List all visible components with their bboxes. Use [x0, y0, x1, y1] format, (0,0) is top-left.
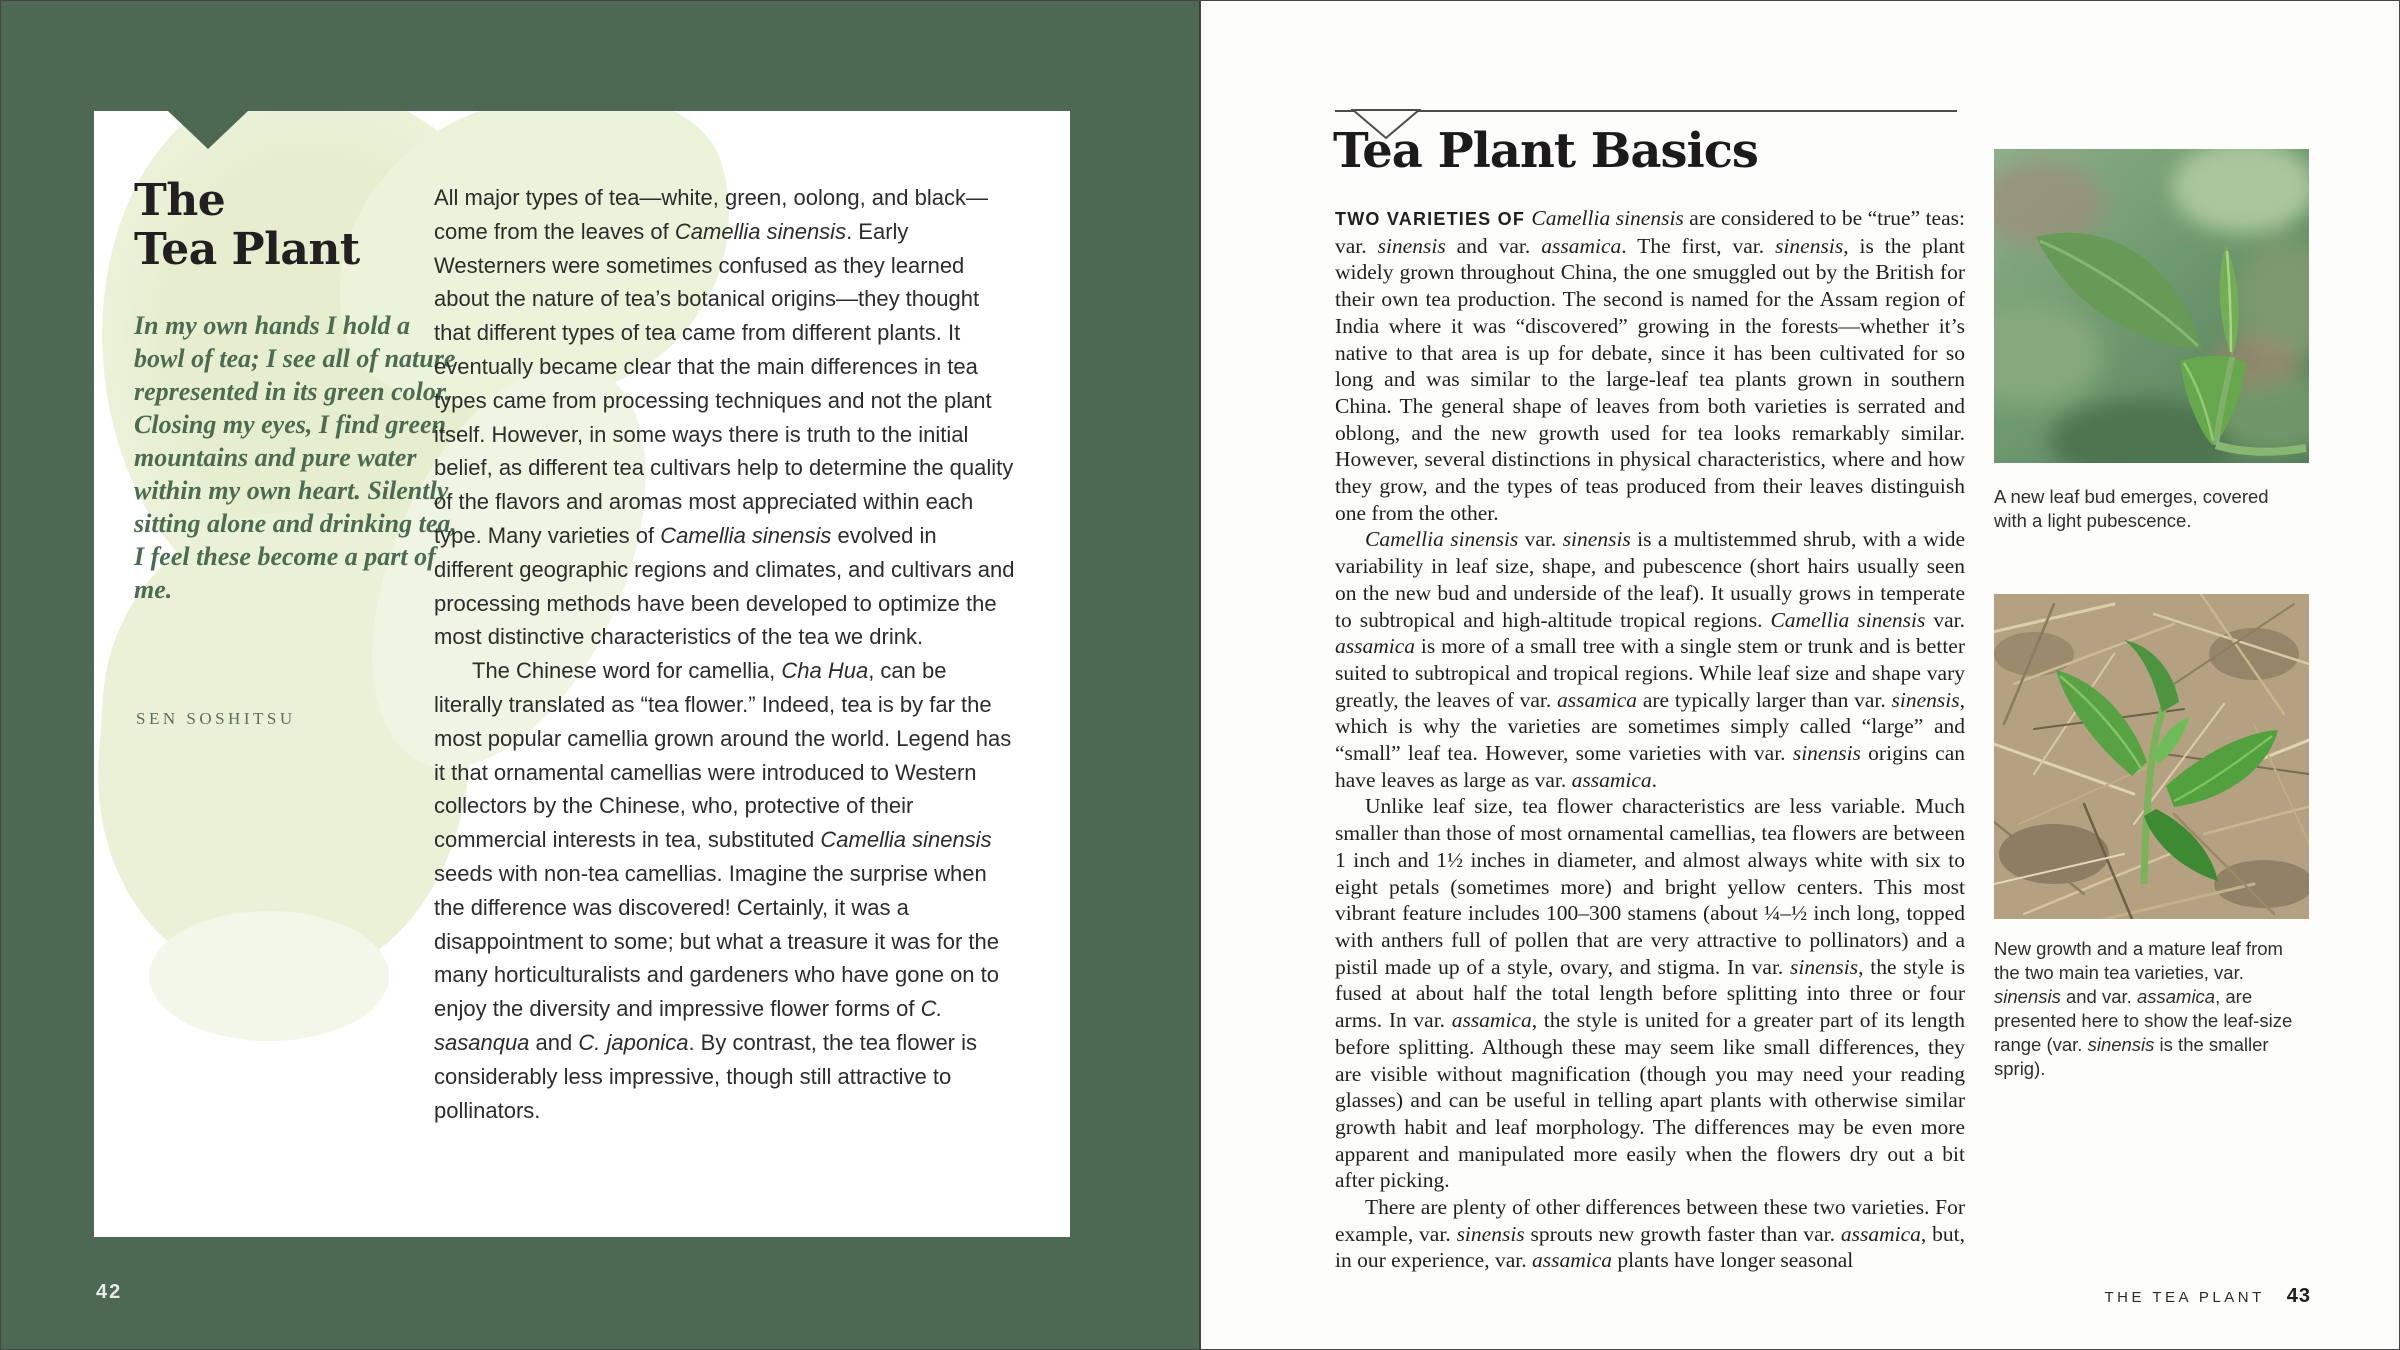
section-title: Tea Plant Basics: [1333, 123, 1758, 179]
page-number-left: 42: [96, 1281, 123, 1303]
body-paragraph: TWO VARIETIES OF Camellia sinensis are considered to be “true” teas: var. sinensis and var. assamica. The first, var. sinensis, is the plant widely grown throughout China, the one smuggled out by the British for their own tea production. The second is named for the Assam region of India where it was “discovered” growing in the forests—whether it’s native to that area is up for debate, since it has been cultivated for so long and was similar to the large-leaf tea plants grown in southern China. The general shape of leaves from both varieties is serrated and oblong, and the new growth used for tea looks remarkably similar. However, several distinctions in physical characteristics, where and how they grow, and the types of teas produced from their leaves distinguish one from the other.: [1335, 206, 1965, 525]
chapter-title-line: Tea Plant: [134, 224, 360, 275]
page-number-right: 43: [2286, 1285, 2311, 1307]
watercolor-splash: [149, 911, 389, 1041]
photo-caption: New growth and a mature leaf from the two main tea varieties, var. sinensis and var. assamica, are presented here to show the leaf-size range (var. sinensis is the smaller sprig).: [1994, 938, 2293, 1079]
running-footer: [1901, 1285, 2311, 1308]
body-paragraph: All major types of tea—white, green, oolong, and black—come from the leaves of Camellia sinensis. Early Westerners were sometimes confused as they learned about the nature of tea’s botanical origins—they thought that different types of tea came from different plants. It eventually became clear that the main differences in tea types came from processing techniques and not the plant itself. However, in some ways there is truth to the initial belief, as different tea cultivars help to determine the quality of the flavors and aromas most appreciated within each type. Many varieties of Camellia sinensis evolved in different geographic regions and climates, and cultivars and processing methods have been developed to optimize the most distinctive characteristics of the tea we drink.: [434, 185, 1015, 650]
chapter-title-line: The: [134, 175, 226, 226]
tea-leaf-bud-photo: [1994, 149, 2309, 463]
tea-sprigs-photo: [1994, 594, 2309, 919]
running-footer-label: THE TEA PLANT: [2104, 1289, 2265, 1306]
section-divider-rule: [1335, 110, 1957, 112]
body-paragraph: The Chinese word for camellia, Cha Hua, can be literally translated as “tea flower.” Indeed, tea is by far the most popular camellia grown around the world. Legend has it that ornamental camellias were introduced to Western collectors by the Chinese, who, protective of their commercial interests in tea, substituted Camellia sinensis seeds with non-tea camellias. Imagine the surprise when the difference was discovered! Certainly, it was a disappointment to some; but what a treasure it was for the many horticulturalists and gardeners who have gone on to enjoy the diversity and impressive flower forms of C. sasanqua and C. japonica. By contrast, the tea flower is considerably less impressive, though still attractive to pollinators.: [434, 658, 1012, 1123]
right-body-text: [1335, 205, 1965, 1274]
epigraph-quote: In my own hands I hold a bowl of tea; I see all of nature represented in its green color. Closing my eyes, I find green mountains and pure water within my own heart. Silently sitting alone and drinking tea, I feel these become a part of me.: [134, 311, 457, 604]
quote-attribution: SEN SOSHITSU: [136, 709, 296, 728]
left-body-text: [434, 181, 1016, 1127]
photo-caption: A new leaf bud emerges, covered with a light pubescence.: [1994, 486, 2269, 531]
body-paragraph: Unlike leaf size, tea flower characteristics are less variable. Much smaller than those of most ornamental camellias, tea flowers are between 1 inch and 1½ inches in diameter, and almost always white with six to eight petals (sometimes more) and bright yellow centers. This most vibrant feature includes 100–300 stamens (about ¼–½ inch long, topped with anthers full of pollen that are very attractive to pollinators) and a pistil made up of a style, ovary, and stigma. In var. sinensis, the style is fused at about half the total length before splitting into three or four arms. In var. assamica, the style is united for a greater part of its length before splitting. Although these may seem like small differences, they are visible without magnification (though you may need your reading glasses) and can be useful in telling apart plants with otherwise similar growth habit and leaf morphology. The differences may be even more apparent and manipulated more easily when the flowers dry out a bit after picking.: [1335, 794, 1966, 1193]
left-page: [1, 1, 1201, 1350]
chapter-title: [134, 176, 360, 274]
banner-notch-icon: [168, 111, 248, 149]
right-page: [1201, 1, 2400, 1350]
left-content-panel: [94, 111, 1070, 1237]
body-paragraph: There are plenty of other differences between these two varieties. For example, var. sinensis sprouts new growth faster than var. assamica, but, in our experience, var. assamica plants have longer seasonal: [1335, 1195, 1966, 1273]
body-paragraph: Camellia sinensis var. sinensis is a multistemmed shrub, with a wide variability in leaf size, shape, and pubescence (short hairs usually seen on the new bud and underside of the leaf). It usually grows in temperate to subtropical and high-altitude tropical regions. Camellia sinensis var. assamica is more of a small tree with a single stem or trunk and is better suited to subtropical and tropical regions. While leaf size and shape vary greatly, the leaves of var. assamica are typically larger than var. sinensis, which is why the varieties are sometimes simply called “large” and “small” leaf tea. However, some varieties with var. sinensis origins can have leaves as large as var. assamica.: [1335, 527, 1966, 792]
